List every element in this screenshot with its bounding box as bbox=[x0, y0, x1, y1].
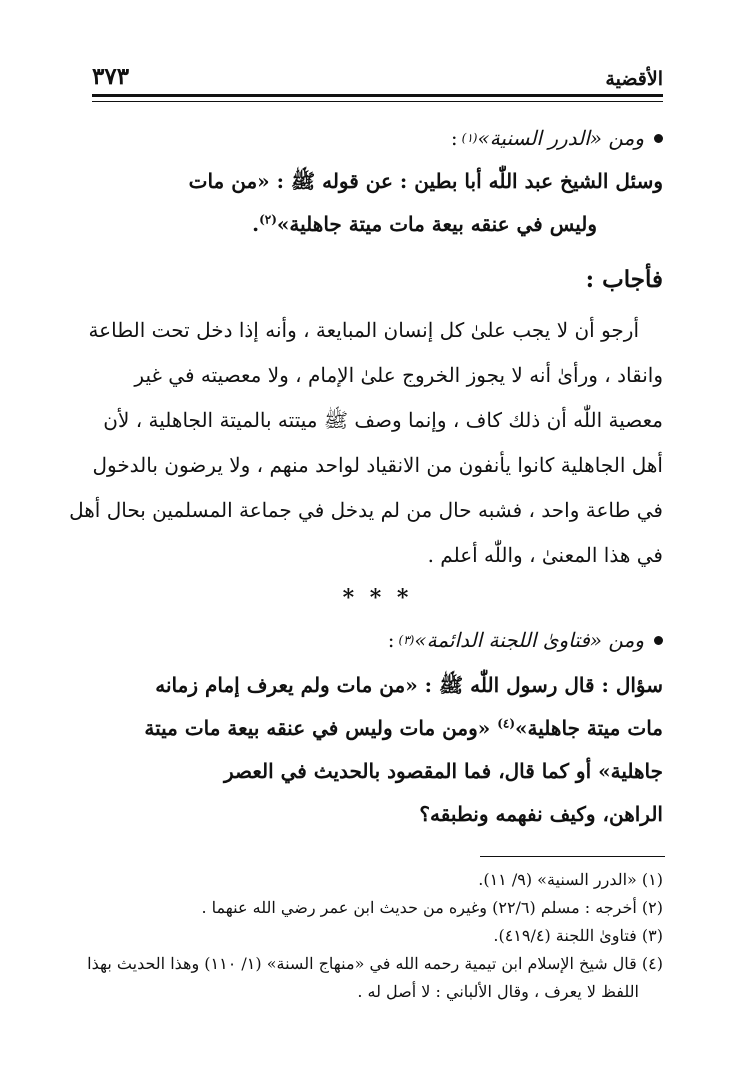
source-title: ومن «فتاوىٰ اللجنة الدائمة» bbox=[414, 628, 644, 652]
page-body bbox=[69, 116, 663, 836]
question-text: مات ميتة جاهلية» bbox=[515, 716, 663, 740]
question-line: جاهلية» أو كما قال، فما المقصود بالحديث في العصر bbox=[223, 759, 663, 783]
footnote-ref: (٢) bbox=[259, 212, 277, 227]
answer-paragraph bbox=[69, 308, 663, 578]
answer-line: وانقاد ، ورأىٰ أنه لا يجوز الخروج علىٰ الإمام ، ولا معصيته في غير bbox=[134, 363, 663, 387]
footnote: (٣) فتاوىٰ اللجنة (٤١٩/٤). bbox=[493, 926, 663, 945]
footnote: اللفظ لا يعرف ، وقال الألباني : لا أصل له . bbox=[357, 982, 639, 1001]
header-rule-thin bbox=[92, 101, 663, 102]
bullet-icon bbox=[654, 134, 663, 143]
source-title: ومن «الدرر السنية» bbox=[477, 126, 644, 150]
source-heading-1: ومن «الدرر السنية» (١) : bbox=[92, 116, 663, 160]
question-line: سؤال : قال رسول اللّٰه ﷺ : «من مات ولم يعرف إمام زمانه bbox=[155, 673, 663, 697]
question-text: «ومن مات وليس في عنقه بيعة مات ميتة bbox=[144, 716, 498, 740]
colon: : bbox=[450, 126, 458, 150]
source-heading-2: ومن «فتاوىٰ اللجنة الدائمة» (٣) : bbox=[92, 618, 663, 662]
answer-line: في طاعة واحد ، فشبه حال من لم يدخل في جماعة المسلمين بحال أهل bbox=[69, 498, 663, 522]
footnote: (٤) قال شيخ الإسلام ابن تيمية رحمه الله في «منهاج السنة» (١/ ١١٠) وهذا الحديث بهذا bbox=[87, 954, 663, 973]
question-line: الراهن، وكيف نفهمه ونطبقه؟ bbox=[419, 802, 663, 826]
chapter-title: الأقضية bbox=[605, 68, 663, 90]
answer-line: أرجو أن لا يجب علىٰ كل إنسان المبايعة ، وأنه إذا دخل تحت الطاعة bbox=[88, 318, 639, 342]
question-block-2 bbox=[92, 664, 663, 836]
footnotes bbox=[87, 866, 663, 1006]
page-header bbox=[92, 50, 663, 90]
header-rule-thick bbox=[92, 94, 663, 97]
question-line bbox=[92, 707, 663, 750]
answer-heading: فأجاب : bbox=[585, 266, 663, 293]
answer-line: أهل الجاهلية كانوا يأنفون من الانقياد لواحد منهم ، ولا يرضون بالدخول bbox=[92, 453, 663, 477]
question-text: وليس في عنقه بيعة مات ميتة جاهلية» bbox=[276, 212, 597, 236]
question-line: وسئل الشيخ عبد اللّٰه أبا بطين : عن قوله ﷺ : «من مات bbox=[188, 169, 663, 193]
answer-line: معصية اللّٰه أن ذلك كاف ، وإنما وصف ﷺ ميتته بالميتة الجاهلية ، لأن bbox=[103, 408, 663, 432]
colon: : bbox=[387, 628, 395, 652]
question-line bbox=[92, 203, 663, 246]
section-separator: * * * bbox=[342, 585, 413, 611]
footnote: (٢) أخرجه : مسلم (٢٢/٦) وغيره من حديث ابن عمر رضي الله عنهما . bbox=[201, 898, 663, 917]
footnote-ref: (٤) bbox=[497, 716, 516, 731]
footnote-rule bbox=[480, 856, 665, 857]
answer-line: في هذا المعنىٰ ، واللّٰه أعلم . bbox=[427, 543, 663, 567]
question-block-1 bbox=[92, 160, 663, 246]
footnote: (١) «الدرر السنية» (٩/ ١١). bbox=[478, 870, 663, 889]
period: . bbox=[252, 212, 260, 236]
bullet-icon bbox=[654, 636, 663, 645]
page-number: ٣٧٣ bbox=[92, 63, 130, 90]
